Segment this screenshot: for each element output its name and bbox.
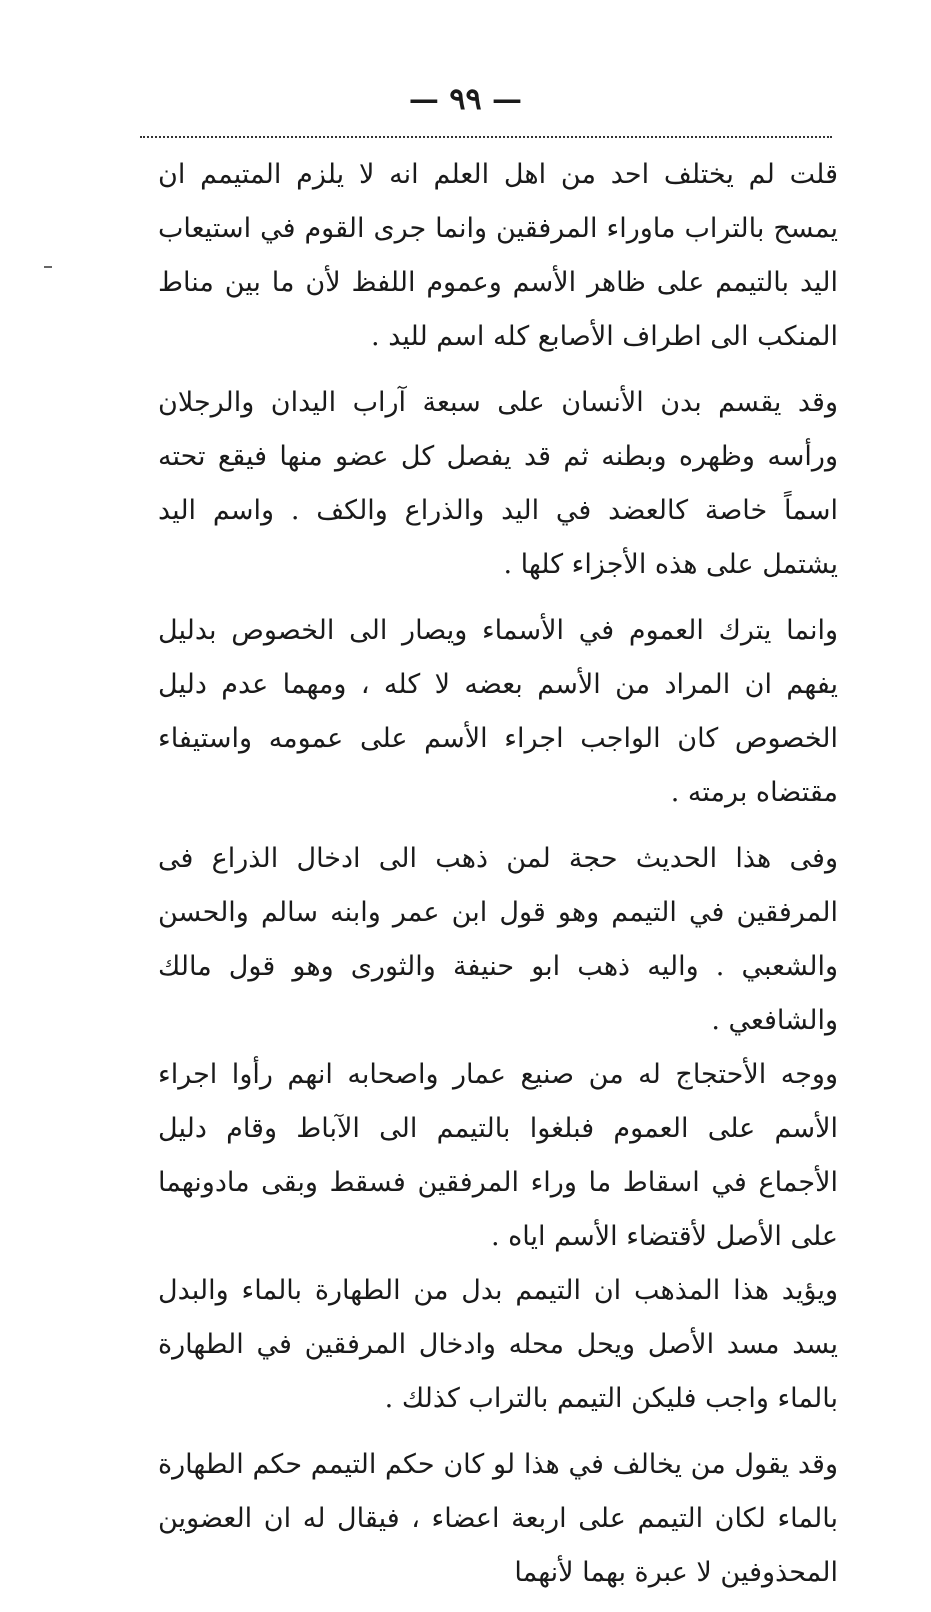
page-number: — ٩٩ — <box>408 82 523 117</box>
body-text <box>158 148 838 1612</box>
scan-speck <box>44 266 52 268</box>
paragraph: ووجه الأحتجاج له من صنيع عمار واصحابه انهم رأوا اجراء الأسم على العموم فبلغوا بالتيمم الى الآباط وقام دليل الأجماع في اسقاط ما وراء المرفقين فسقط وبقى مادونهما على الأصل لأقتضاء الأسم اياه . <box>158 1059 838 1252</box>
paragraph: قلت لم يختلف احد من اهل العلم انه لا يلزم المتيمم ان يمسح بالتراب ماوراء المرفقين وانما جرى القوم في استيعاب اليد بالتيمم على ظاهر الأسم وعموم اللفظ لأن ما بين مناط المنكب الى اطراف الأصابع كله اسم لليد . <box>158 159 838 352</box>
paragraph: وانما يترك العموم في الأسماء ويصار الى الخصوص بدليل يفهم ان المراد من الأسم بعضه لا كله ، ومهما عدم دليل الخصوص كان الواجب اجراء الأسم على عمومه واستيفاء مقتضاه برمته . <box>158 615 838 808</box>
paragraph: وفى هذا الحديث حجة لمن ذهب الى ادخال الذراع فى المرفقين في التيمم وهو قول ابن عمر وابنه سالم والحسن والشعبي . واليه ذهب ابو حنيفة والثورى وهو قول مالك والشافعي . <box>158 843 838 1036</box>
paragraph: وقد يقول من يخالف في هذا لو كان حكم التيمم حكم الطهارة بالماء لكان التيمم على اربعة اعضاء ، فيقال له ان العضوين المحذوفين لا عبرة بهما لأنهما <box>158 1449 838 1588</box>
paragraph: وقد يقسم بدن الأنسان على سبعة آراب اليدان والرجلان ورأسه وظهره وبطنه ثم قد يفصل كل عضو منها فيقع تحته اسماً خاصة كالعضد في اليد والذراع والكف . واسم اليد يشتمل على هذه الأجزاء كلها . <box>158 387 838 580</box>
paragraph: ويؤيد هذا المذهب ان التيمم بدل من الطهارة بالماء والبدل يسد مسد الأصل ويحل محله وادخال المرفقين في الطهارة بالماء واجب فليكن التيمم بالتراب كذلك . <box>158 1275 838 1414</box>
header-divider <box>140 136 832 138</box>
